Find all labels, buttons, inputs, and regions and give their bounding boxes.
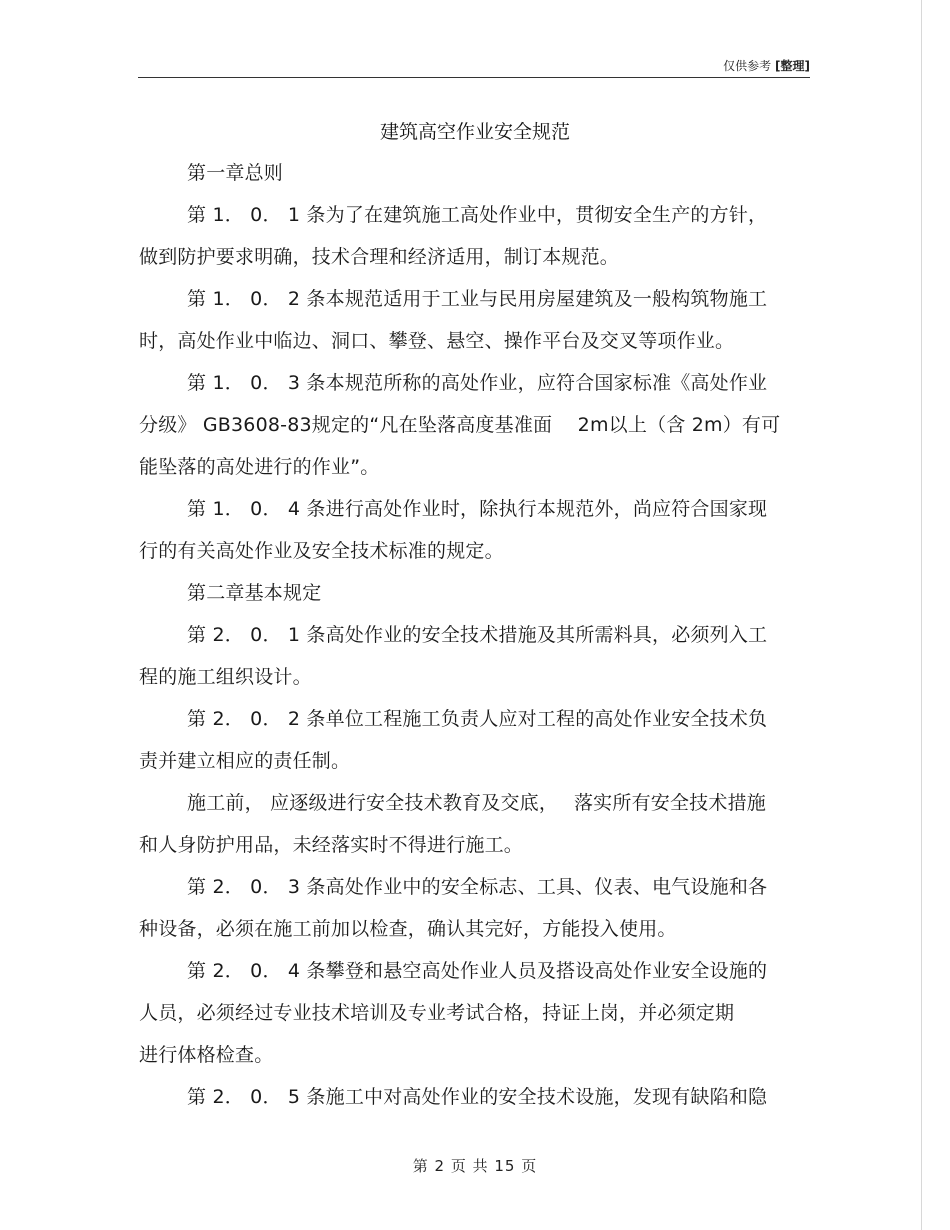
text-line: 第 2． 0． 1 条高处作业的安全技术措施及其所需料具，必须列入工 [187, 624, 768, 646]
document-title: 建筑高空作业安全规范 [379, 121, 570, 143]
text-line: 第二章基本规定 [187, 582, 322, 604]
text-line: 和人身防护用品，未经落实时不得进行施工。 [139, 834, 524, 856]
text-line: 种设备，必须在施工前加以检查，确认其完好，方能投入使用。 [139, 918, 677, 940]
text-line: 第 1． 0． 4 条进行高处作业时，除执行本规范外，尚应符合国家现 [187, 498, 768, 520]
text-line: 施工前， 应逐级进行安全技术教育及交底， 落实所有安全技术措施 [187, 792, 766, 814]
text-line: 责并建立相应的责任制。 [139, 750, 351, 772]
header-note-text: 仅供参考 [723, 59, 772, 73]
text-line: 做到防护要求明确，技术合理和经济适用，制订本规范。 [139, 246, 620, 268]
text-line: 人员，必须经过专业技术培训及专业考试合格，持证上岗，并必须定期 [139, 1002, 735, 1024]
text-line: 分级》 GB3608-83规定的“凡在坠落高度基准面 2m以上（含 2m）有可 [139, 414, 781, 436]
text-line: 进行体格检查。 [139, 1044, 274, 1066]
text-line: 第 2． 0． 3 条高处作业中的安全标志、工具、仪表、电气设施和各 [187, 876, 768, 898]
header-note [723, 57, 810, 74]
text-line: 第 1． 0． 3 条本规范所称的高处作业，应符合国家标准《高处作业 [187, 372, 768, 394]
text-line: 行的有关高处作业及安全技术标准的规定。 [139, 540, 504, 562]
text-line: 能坠落的高处进行的作业”。 [139, 456, 380, 478]
text-line: 第 2． 0． 2 条单位工程施工负责人应对工程的高处作业安全技术负 [187, 708, 768, 730]
page-edge [921, 0, 922, 1230]
text-line: 程的施工组织设计。 [139, 666, 312, 688]
text-line: 第 1． 0． 1 条为了在建筑施工高处作业中，贯彻安全生产的方针， [187, 204, 768, 226]
text-line: 时，高处作业中临边、洞口、攀登、悬空、操作平台及交叉等项作业。 [139, 330, 735, 352]
text-line: 第一章总则 [187, 162, 284, 184]
text-line: 第 2． 0． 4 条攀登和悬空高处作业人员及搭设高处作业安全设施的 [187, 960, 768, 982]
header-note-bracket: [整理] [775, 59, 810, 73]
header-rule [138, 77, 810, 78]
page-footer: 第 2 页 共 15 页 [412, 1157, 538, 1175]
text-line: 第 2． 0． 5 条施工中对高处作业的安全技术设施，发现有缺陷和隐 [187, 1086, 768, 1108]
text-line: 第 1． 0． 2 条本规范适用于工业与民用房屋建筑及一般构筑物施工 [187, 288, 768, 310]
document-body [139, 152, 801, 1118]
